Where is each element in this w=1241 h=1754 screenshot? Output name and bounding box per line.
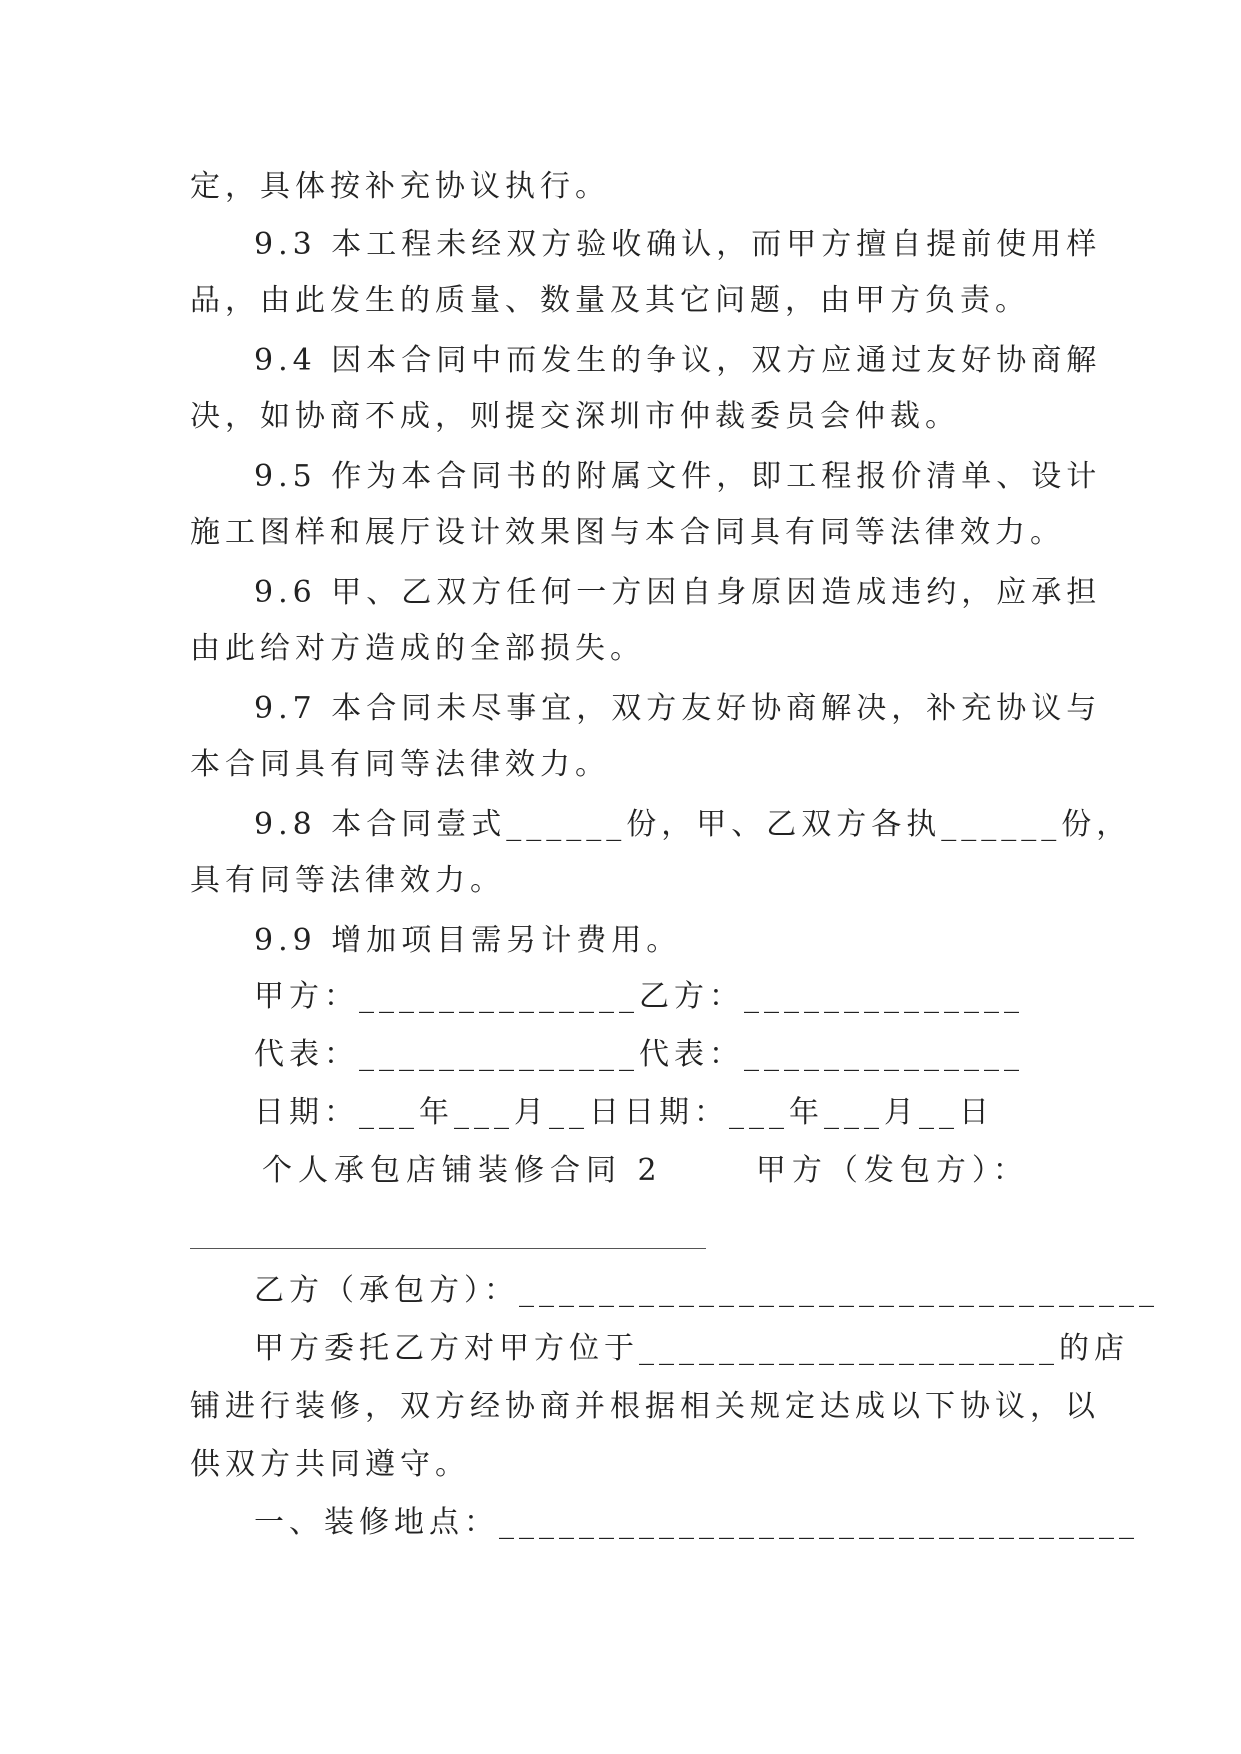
text-line: 本合同具有同等法律效力。: [190, 747, 610, 782]
text-line: 由此给对方造成的全部损失。: [190, 631, 645, 666]
signature-representative-line: 代表：______________代表：______________: [254, 1037, 1024, 1072]
contract-title-line: 个人承包店铺装修合同 2 甲方（发包方）：: [262, 1153, 1029, 1188]
text-line: 施工图样和展厅设计效果图与本合同具有同等法律效力。: [190, 515, 1065, 550]
party-b-line: 乙方（承包方）：________________________________: [254, 1273, 1159, 1308]
text-line: 品，由此发生的质量、数量及其它问题，由甲方负责。: [190, 283, 1030, 318]
clause-9-6: 9.6 甲、乙双方任何一方因自身原因造成违约，应承担: [254, 575, 1102, 610]
text-line: 铺进行装修，双方经协商并根据相关规定达成以下协议，以: [190, 1389, 1100, 1424]
clause-9-3: 9.3 本工程未经双方验收确认，而甲方擅自提前使用样: [254, 227, 1102, 262]
text-line: 定，具体按补充协议执行。: [190, 169, 610, 204]
text-line: 具有同等法律效力。: [190, 863, 505, 898]
signature-party-line: 甲方：______________乙方：______________: [254, 979, 1024, 1014]
clause-9-4: 9.4 因本合同中而发生的争议，双方应通过友好协商解: [254, 343, 1102, 378]
text-line: 决，如协商不成，则提交深圳市仲裁委员会仲裁。: [190, 399, 960, 434]
blank-underline: [190, 1248, 706, 1249]
clause-9-9: 9.9 增加项目需另计费用。: [254, 923, 682, 958]
clause-9-8: 9.8 本合同壹式______份，甲、乙双方各执______份，: [254, 807, 1132, 842]
clause-9-7: 9.7 本合同未尽事宜，双方友好协商解决，补充协议与: [254, 691, 1102, 726]
clause-9-5: 9.5 作为本合同书的附属文件，即工程报价清单、设计: [254, 459, 1102, 494]
text-line: 供双方共同遵守。: [190, 1447, 470, 1482]
intro-paragraph-line: 甲方委托乙方对甲方位于_____________________的店: [254, 1331, 1129, 1366]
section-1-location: 一、装修地点：________________________________: [254, 1505, 1139, 1540]
signature-date-line: 日期：___年___月__日日期：___年___月__日: [254, 1095, 994, 1130]
